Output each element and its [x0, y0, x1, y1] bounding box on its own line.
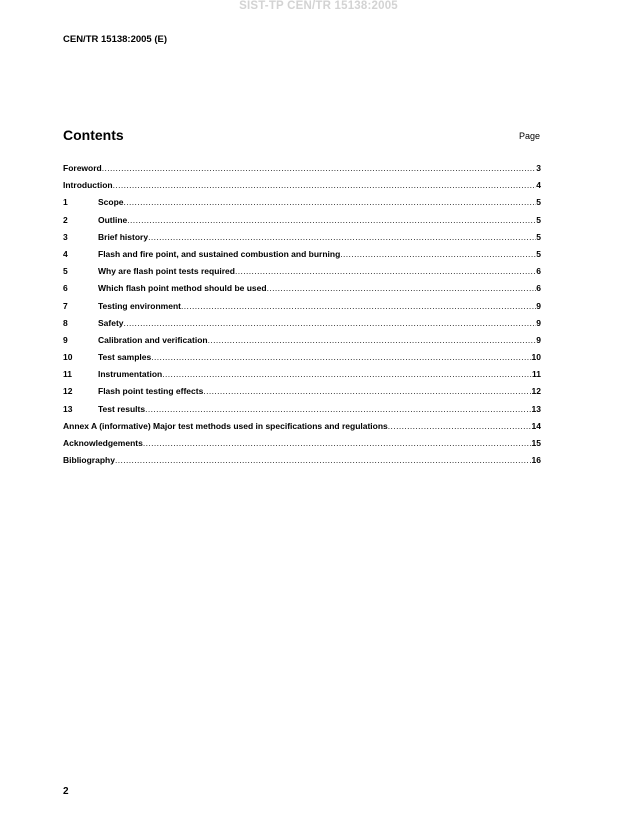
watermark: SIST-TP CEN/TR 15138:2005 [239, 0, 398, 12]
toc-entry[interactable] [63, 163, 541, 180]
toc-entry-title: Annex A (informative) Major test methods used in specifications and regulations [63, 420, 388, 431]
toc-entry-page: 12 [531, 386, 541, 397]
toc-entry-page: 10 [531, 352, 541, 363]
toc-entry-number: 4 [63, 248, 68, 259]
toc-entry-number: 8 [63, 317, 68, 328]
toc-dot-leader [151, 352, 531, 362]
toc-entry-number: 12 [63, 386, 73, 397]
toc-entry-page: 5 [536, 197, 541, 208]
toc-entry-page: 9 [536, 317, 541, 328]
toc-entry-page: 11 [532, 369, 541, 380]
toc-entry[interactable] [63, 197, 541, 214]
toc-dot-leader [143, 438, 532, 448]
toc-dot-leader [124, 197, 537, 207]
toc-entry[interactable] [63, 369, 541, 386]
page-number: 2 [63, 786, 69, 797]
toc-entry-title: Calibration and verification [98, 334, 208, 345]
toc-entry[interactable] [63, 438, 541, 455]
toc-entry[interactable] [63, 455, 541, 472]
toc-entry[interactable] [63, 232, 541, 249]
toc-entry-page: 15 [531, 438, 541, 448]
contents-title: Contents [63, 127, 124, 143]
toc-entry-title: Introduction [63, 180, 113, 191]
toc-entry[interactable] [63, 180, 541, 197]
toc-dot-leader [115, 455, 532, 465]
toc-dot-leader [113, 180, 537, 190]
toc-entry[interactable] [63, 301, 541, 318]
toc-entry-number: 2 [63, 214, 68, 225]
toc-entry-title: Brief history [98, 231, 149, 242]
toc-entry-title: Safety [98, 317, 124, 328]
document-id: CEN/TR 15138:2005 (E) [63, 34, 168, 45]
toc-dot-leader [340, 249, 536, 259]
toc-entry-title: Test samples [98, 352, 152, 363]
toc-entry-number: 1 [63, 197, 68, 208]
toc-dot-leader [235, 266, 536, 276]
toc-entry[interactable] [63, 266, 541, 283]
toc-dot-leader [208, 335, 537, 345]
toc-entry[interactable] [63, 215, 541, 232]
toc-dot-leader [148, 232, 536, 242]
toc-entry[interactable] [63, 249, 541, 266]
toc-entry-number: 13 [63, 403, 73, 414]
toc-dot-leader [124, 318, 537, 328]
toc-entry[interactable] [63, 318, 541, 335]
toc-dot-leader [267, 283, 537, 293]
page-column-label: Page [519, 131, 541, 141]
toc-entry-number: 6 [63, 283, 68, 294]
toc-entry-page: 6 [536, 266, 541, 277]
toc-dot-leader [162, 369, 532, 379]
toc-entry-page: 3 [536, 163, 541, 173]
table-of-contents [63, 163, 541, 472]
toc-entry-title: Outline [98, 214, 128, 225]
toc-entry-title: Instrumentation [98, 369, 163, 380]
toc-entry-page: 13 [531, 403, 541, 414]
toc-entry-title: Foreword [63, 163, 102, 173]
toc-dot-leader [145, 404, 531, 414]
toc-entry-title: Flash point testing effects [98, 386, 204, 397]
toc-entry-page: 5 [536, 248, 541, 259]
toc-entry-title: Testing environment [98, 300, 181, 311]
toc-dot-leader [388, 421, 532, 431]
toc-entry[interactable] [63, 352, 541, 369]
toc-entry-number: 10 [63, 352, 73, 363]
toc-entry-title: Test results [98, 403, 146, 414]
toc-entry-page: 9 [536, 300, 541, 311]
toc-dot-leader [127, 215, 536, 225]
toc-entry-page: 16 [531, 455, 541, 466]
toc-entry-title: Flash and fire point, and sustained combustion and burning [98, 248, 341, 259]
toc-entry-title: Why are flash point tests required [98, 266, 235, 277]
toc-entry-page: 9 [536, 334, 541, 345]
toc-entry-page: 5 [536, 214, 541, 225]
toc-entry-number: 9 [63, 334, 68, 345]
toc-dot-leader [102, 163, 537, 173]
toc-entry-number: 11 [63, 369, 72, 380]
toc-entry-title: Acknowledgements [63, 438, 143, 448]
toc-entry[interactable] [63, 335, 541, 352]
toc-entry-number: 3 [63, 231, 68, 242]
toc-entry-page: 5 [536, 231, 541, 242]
toc-entry-number: 5 [63, 266, 68, 277]
toc-entry-page: 14 [531, 420, 541, 431]
toc-entry[interactable] [63, 404, 541, 421]
toc-entry-title: Scope [98, 197, 124, 208]
toc-dot-leader [203, 386, 531, 396]
toc-entry-page: 6 [536, 283, 541, 294]
toc-entry-title: Which flash point method should be used [98, 283, 267, 294]
toc-entry-number: 7 [63, 300, 68, 311]
toc-dot-leader [181, 301, 536, 311]
toc-entry[interactable] [63, 283, 541, 300]
toc-entry-page: 4 [536, 180, 541, 191]
toc-entry[interactable] [63, 386, 541, 403]
toc-entry-title: Bibliography [63, 455, 115, 466]
toc-entry[interactable] [63, 421, 541, 438]
